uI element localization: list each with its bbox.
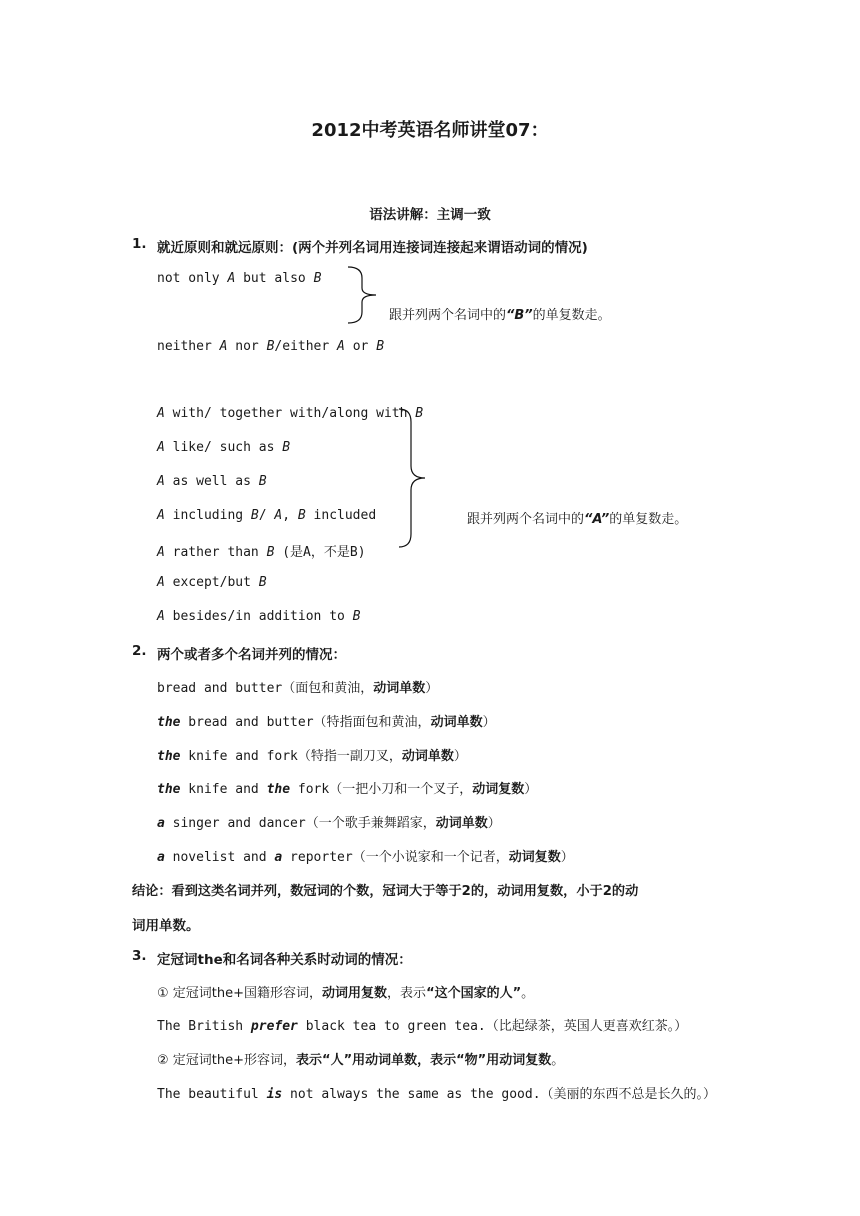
rule-the-adjective: ② 定冠词the+形容词，表示“人”用动词单数，表示“物”用动词复数。: [157, 1053, 565, 1068]
section-3-heading: 定冠词the和名词各种关系时动词的情况：: [157, 952, 412, 968]
example-the-british: The British prefer black tea to green tea.（比起绿茶，英国人更喜欢红茶。）: [157, 1019, 688, 1034]
conclusion-line-2: 词用单数。: [132, 918, 200, 934]
conclusion-line-1: 结论：看到这类名词并列，数冠词的个数，冠词大于等于2的，动词用复数，小于2的动: [132, 884, 639, 899]
brace-group-2: [397, 408, 429, 548]
example-noun-pair-5: a singer and dancer（一个歌手兼舞蹈家，动词单数）: [157, 816, 501, 831]
example-noun-pair-1: bread and butter（面包和黄油，动词单数）: [157, 681, 439, 696]
section-1-number: 1.: [132, 236, 147, 252]
example-the-beautiful: The beautiful is not always the same as the good.（美丽的东西不总是长久的。）: [157, 1087, 717, 1102]
example-noun-pair-2: the bread and butter（特指面包和黄油，动词单数）: [157, 715, 496, 730]
rule-not-only-but-also: not only A but also B: [157, 271, 322, 286]
section-2-number: 2.: [132, 643, 147, 659]
rule-a-except-but-b: A except/but B: [157, 575, 267, 590]
rule-a-with-b: A with/ together with/along with B: [157, 406, 424, 421]
example-noun-pair-6: a novelist and a reporter（一个小说家和一个记者，动词复数）: [157, 850, 574, 865]
example-noun-pair-4: the knife and the fork（一把小刀和一个叉子，动词复数）: [157, 782, 538, 797]
rule-a-besides-b: A besides/in addition to B: [157, 609, 361, 624]
note-group-2: 跟并列两个名词中的“A”的单复数走。: [467, 512, 688, 527]
rule-the-nationality-adjective: ① 定冠词the+国籍形容词，动词用复数，表示“这个国家的人”。: [157, 986, 535, 1001]
page-title: 2012中考英语名师讲堂07：: [311, 120, 549, 141]
rule-a-including-b: A including B/ A, B included: [157, 508, 377, 523]
rule-a-rather-than-b: A rather than B (是A，不是B): [157, 545, 366, 560]
brace-group-1: [346, 266, 380, 324]
section-1-heading: 就近原则和就远原则：(两个并列名词用连接词连接起来谓语动词的情况): [157, 240, 588, 256]
page-subtitle: 语法讲解：主调一致: [369, 207, 491, 223]
rule-neither-nor-either-or: neither A nor B/either A or B: [157, 339, 385, 354]
note-group-1: 跟并列两个名词中的“B”的单复数走。: [389, 308, 611, 323]
example-noun-pair-3: the knife and fork（特指一副刀叉，动词单数）: [157, 749, 467, 764]
rule-a-like-b: A like/ such as B: [157, 440, 291, 455]
section-3-number: 3.: [132, 948, 147, 964]
section-2-heading: 两个或者多个名词并列的情况：: [157, 647, 346, 663]
rule-a-as-well-as-b: A as well as B: [157, 474, 267, 489]
